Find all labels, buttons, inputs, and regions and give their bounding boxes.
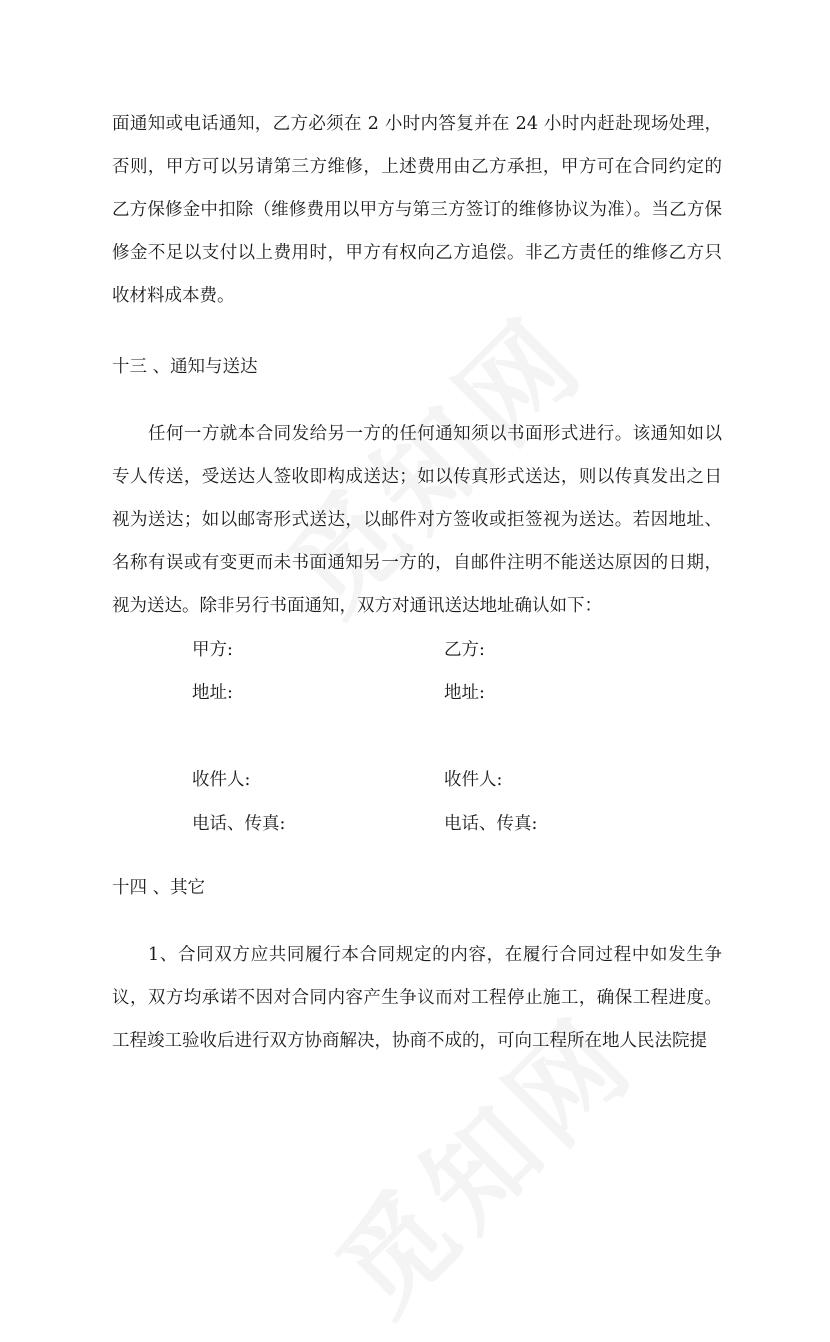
party-a-label: 甲方: [192, 640, 233, 660]
section12-tail-paragraph: 面通知或电话通知，乙方必须在 2 小时内答复并在 24 小时内赶赴现场处理，否则，甲方可以另请第三方维修，上述费用由乙方承担，甲方可在合同约定的乙方保修金中扣除（维修费用以甲方与第三方签订的维修协议为准）。当乙方保修金不足以支付以上费用时，甲方有权向乙方追偿。非乙方责任的维修乙方只收材料成本费。 [112, 114, 722, 306]
party-b-address: 地址: [444, 683, 485, 703]
section14-item1-paragraph: 1、合同双方应共同履行本合同规定的内容，在履行合同过程中如发生争议，双方均承诺不因对合同内容产生争议而对工程停止施工，确保工程进度。工程竣工验收后进行双方协商解决，协商不成的，可向工程所在地人民法院提 [112, 945, 722, 1051]
section13-heading: 十三 、通知与送达 [112, 357, 258, 377]
party-b-label: 乙方: [444, 640, 485, 660]
party-a-address: 地址: [192, 683, 233, 703]
party-b-recipient: 收件人: [444, 770, 503, 790]
party-a-recipient: 收件人: [192, 770, 251, 790]
section14-heading: 十四 、其它 [112, 878, 206, 898]
party-a-phone-fax: 电话、传真: [192, 814, 286, 834]
section13-body-paragraph: 任何一方就本合同发给另一方的任何通知须以书面形式进行。该通知如以专人传送，受送达人签收即构成送达；如以传真形式送达，则以传真发出之日视为送达；如以邮寄形式送达，以邮件对方签收或拒签视为送达。若因地址、名称有误或有变更而未书面通知另一方的，自邮件注明不能送达原因的日期，视为送达。除非另行书面通知，双方对通讯送达地址确认如下： [112, 424, 722, 616]
party-b-phone-fax: 电话、传真: [444, 814, 538, 834]
